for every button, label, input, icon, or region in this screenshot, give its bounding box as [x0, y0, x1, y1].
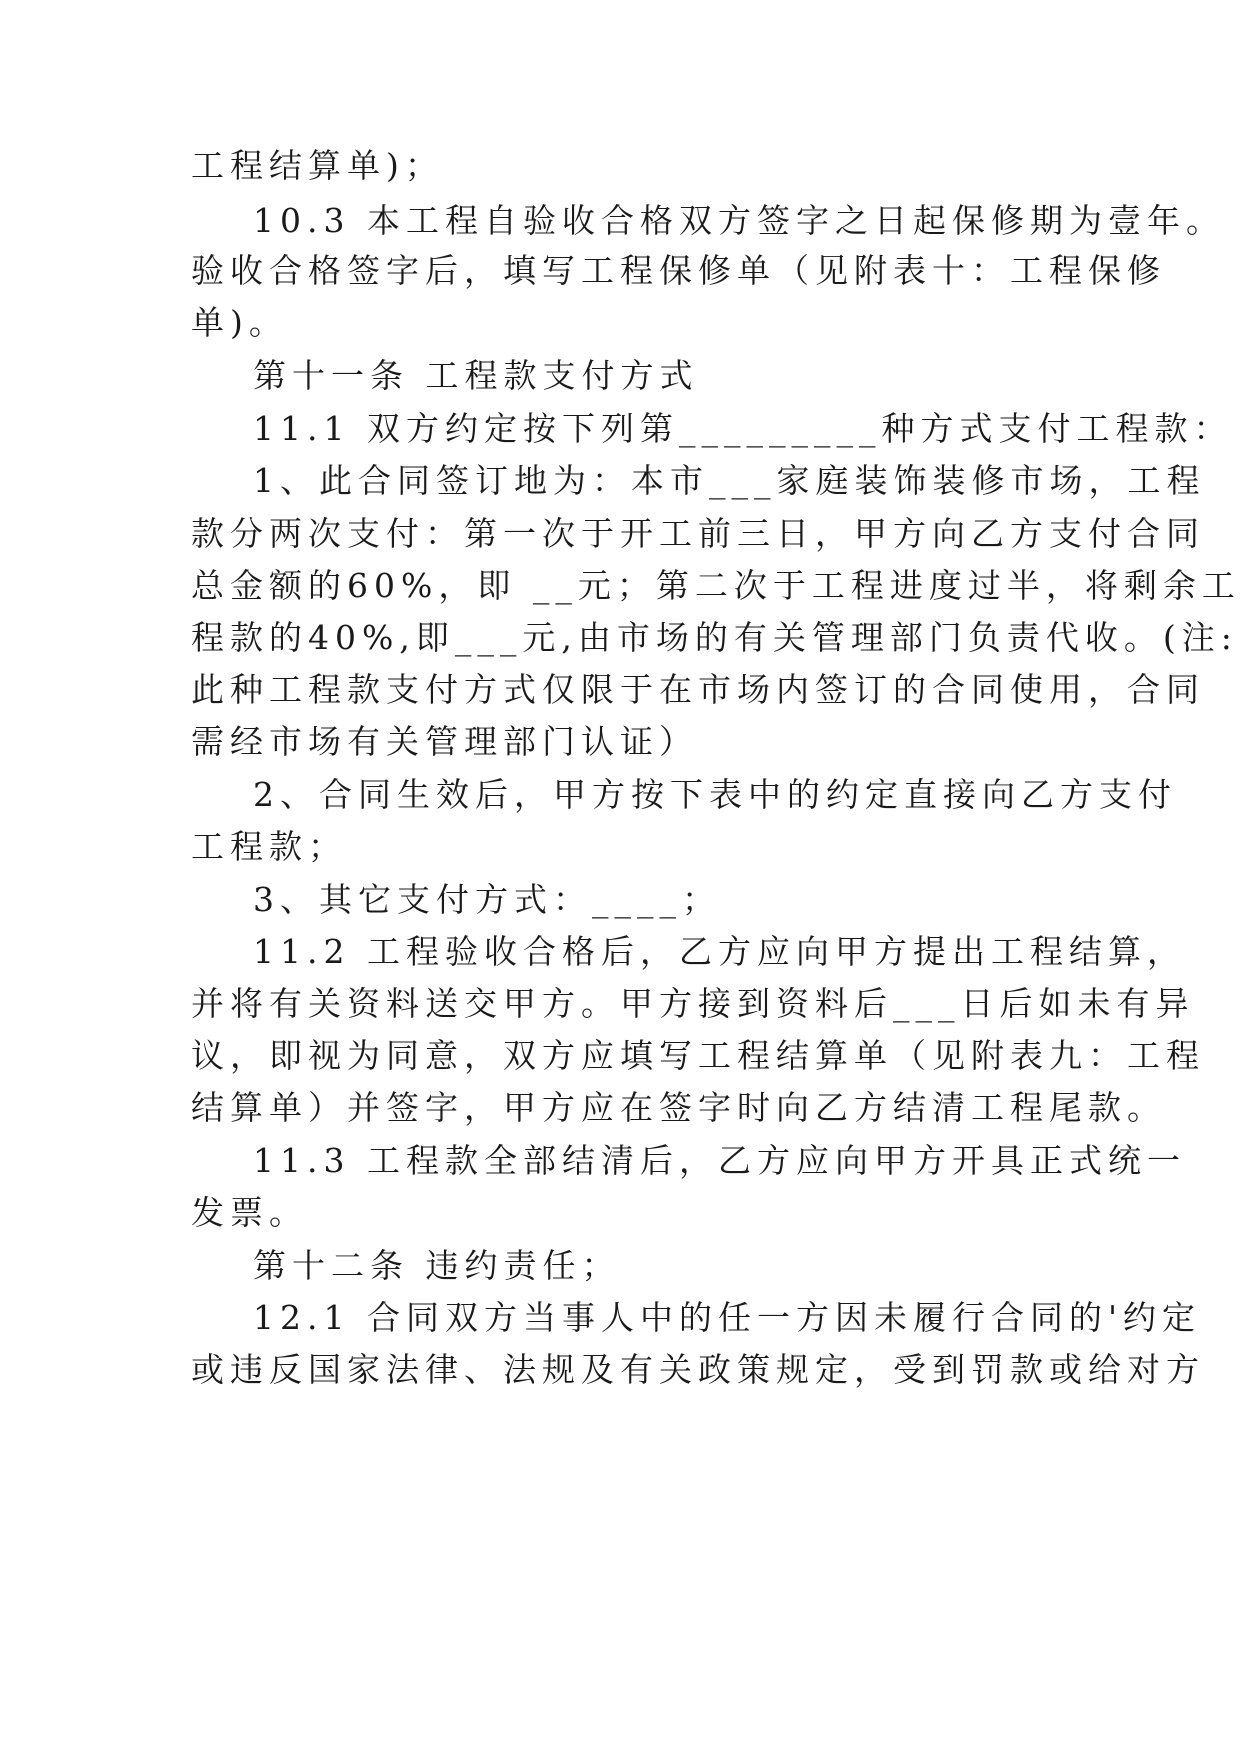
clause-12-1-text: 12.1 合同双方当事人中的任一方因未履行合同的'约定: [253, 1298, 1202, 1337]
payment-option-3: 3、其它支付方式：____；: [253, 880, 721, 919]
text-line: 发票。: [191, 1193, 308, 1232]
text-line: 此种工程款支付方式仅限于在市场内签订的合同使用，合同: [191, 670, 1205, 709]
text-line: 需经市场有关管理部门认证）: [191, 722, 698, 761]
clause-11-2-text: 11.2 工程验收合格后，乙方应向甲方提出工程结算，: [253, 932, 1186, 971]
clause-10-3-text: 10.3 本工程自验收合格双方签字之日起保修期为壹年。: [253, 201, 1225, 240]
text-line: 单)。: [191, 303, 288, 342]
payment-option-1: 1、此合同签订地为：本市___家庭装饰装修市场，工程: [253, 461, 1206, 500]
text-line: 并将有关资料送交甲方。甲方接到资料后___日后如未有异: [191, 984, 1195, 1023]
text-line: 总金额的60%，即 __元；第二次于工程进度过半，将剩余工: [191, 566, 1241, 605]
text-line: 工程款；: [191, 827, 347, 866]
text-line: 程款的40%,即___元,由市场的有关管理部门负责代收。(注:: [191, 618, 1238, 657]
article-11-heading: 第十一条 工程款支付方式: [253, 356, 699, 395]
text-line: 或违反国家法律、法规及有关政策规定，受到罚款或给对方: [191, 1350, 1205, 1389]
text-line: 工程结算单)；: [191, 146, 444, 185]
clause-11-1-text: 11.1 双方约定按下列第_________种方式支付工程款：: [253, 409, 1233, 448]
text-line: 款分两次支付：第一次于开工前三日，甲方向乙方支付合同: [191, 514, 1205, 553]
article-12-heading: 第十二条 违约责任；: [253, 1246, 621, 1285]
clause-11-3-text: 11.3 工程款全部结清后，乙方应向甲方开具正式统一: [253, 1141, 1186, 1180]
text-line: 结算单）并签字，甲方应在签字时向乙方结清工程尾款。: [191, 1088, 1166, 1127]
text-line: 验收合格签字后，填写工程保修单（见附表十：工程保修: [191, 251, 1166, 290]
text-line: 议，即视为同意，双方应填写工程结算单（见附表九：工程: [191, 1036, 1205, 1075]
payment-option-2: 2、合同生效后，甲方按下表中的约定直接向乙方支付: [253, 775, 1177, 814]
